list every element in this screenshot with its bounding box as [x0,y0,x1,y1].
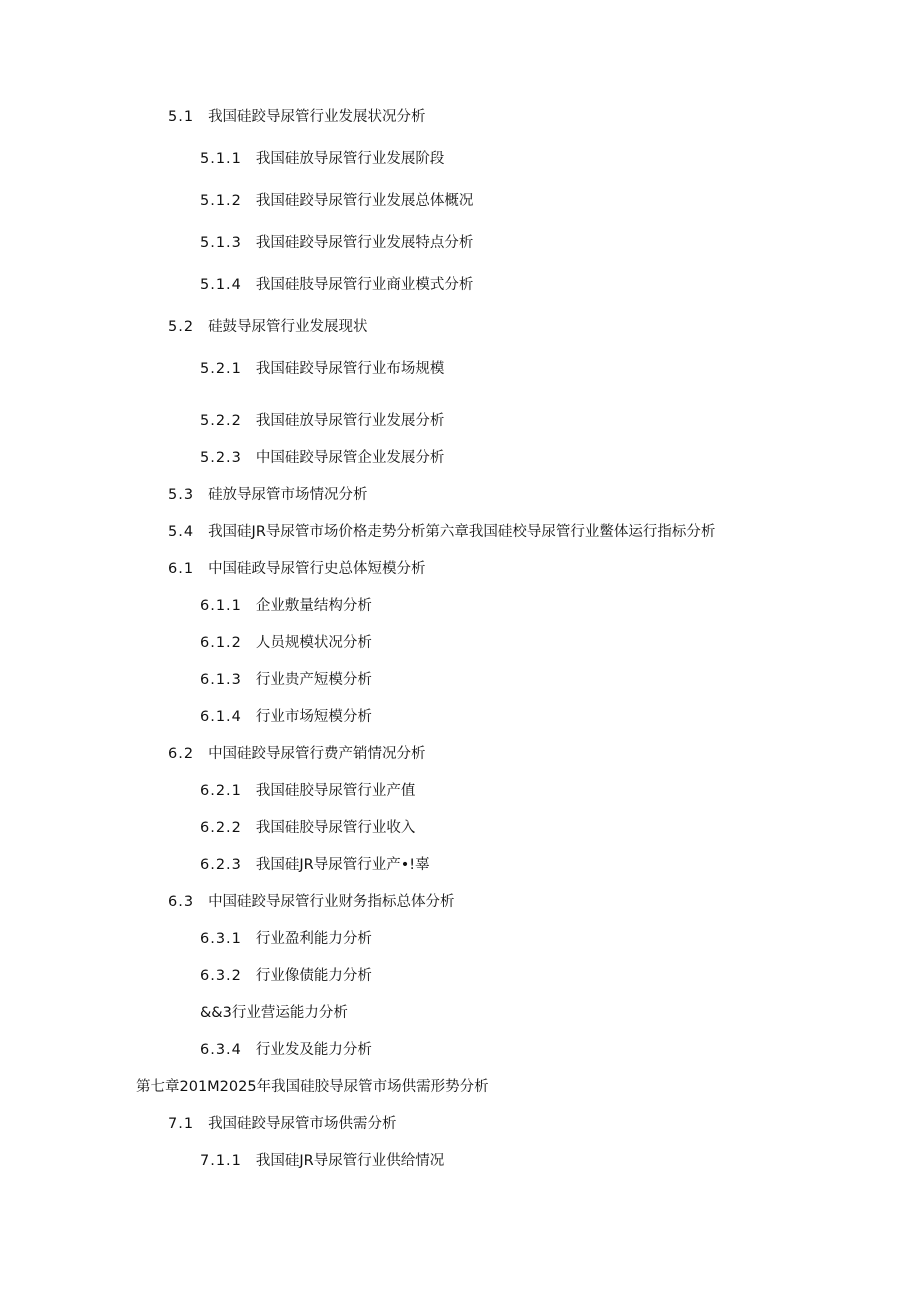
toc-number: 7.1.1 [200,1153,242,1169]
toc-title: 我国硅JR导尿管行业产•!辜 [255,857,430,873]
toc-entry-6-3-3 [200,1004,348,1022]
toc-entry-6-1-3 [200,671,372,689]
toc-title: 我国硅跤导尿管行业发展状况分析 [208,109,426,125]
toc-entry-6-3-4 [200,1041,372,1059]
toc-entry-6-3-1 [200,930,372,948]
toc-number: 6.1.1 [200,598,242,614]
toc-entry-5-1 [168,108,426,126]
toc-number: 6.2.3 [200,857,242,873]
toc-entry-5-3 [168,486,368,504]
chapter-heading-7 [136,1078,489,1096]
toc-number: 6.1 [168,561,195,577]
toc-title: 我国硅肢导尿管行业商业模式分析 [255,277,474,293]
toc-entry-6-1-4 [200,708,372,726]
toc-number: 6.2.1 [200,783,242,799]
toc-number: 5.2.3 [200,450,242,466]
toc-entry-5-2 [168,318,368,336]
toc-number: 6.3 [168,894,195,910]
toc-entry-5-2-3 [200,449,444,467]
toc-title: 行业像债能力分析 [255,968,372,984]
toc-title: &&3行业营运能力分析 [200,1005,348,1021]
toc-number: 5.2 [168,319,195,335]
toc-entry-5-1-3 [200,234,473,252]
toc-entry-5-1-4 [200,276,473,294]
toc-number: 6.1.2 [200,635,242,651]
toc-title: 我国硅JR导尿管市场价格走势分析第六章我国硅校导尿管行业鳖体运行指标分析 [208,524,716,540]
toc-number: 5.3 [168,487,195,503]
toc-entry-6-2 [168,745,426,763]
toc-title: 硅放导尿管市场情况分析 [208,487,368,503]
toc-title: 中国硅政导尿管行史总体短模分析 [208,561,426,577]
toc-number: 5.1.4 [200,277,242,293]
toc-number: 7.1 [168,1116,195,1132]
toc-entry-6-2-3 [200,856,430,874]
toc-number: 5.1.2 [200,193,242,209]
toc-number: 6.2.2 [200,820,242,836]
toc-title: 我国硅放导尿管行业发展分析 [255,413,445,429]
toc-title: 行业贵产短模分析 [255,672,372,688]
toc-number: 6.2 [168,746,195,762]
toc-title: 我国硅跤导尿管行业发展总体概况 [255,193,474,209]
toc-number: 6.1.4 [200,709,242,725]
toc-number: 6.1.3 [200,672,242,688]
toc-number: 5.4 [168,524,195,540]
toc-title: 行业市场短模分析 [255,709,372,725]
toc-number: 6.3.2 [200,968,242,984]
toc-entry-6-2-1 [200,782,415,800]
toc-entry-6-3 [168,893,455,911]
toc-entry-7-1-1 [200,1152,444,1170]
toc-title: 行业盈利能力分析 [255,931,372,947]
toc-entry-5-4 [168,523,715,541]
toc-title: 我国硅胶导尿管行业收入 [255,820,416,836]
toc-number: 6.3.1 [200,931,242,947]
toc-title: 中国硅跤导尿管行业财务指标总体分析 [208,894,455,910]
toc-title: 人员规模状况分析 [255,635,372,651]
toc-entry-6-3-2 [200,967,372,985]
toc-number: 5.2.1 [200,361,242,377]
toc-entry-5-2-2 [200,412,444,430]
toc-title: 硅鼓导尿管行业发展现状 [208,319,368,335]
toc-entry-5-1-2 [200,192,473,210]
toc-number: 5.1.1 [200,151,242,167]
toc-title: 第七章201M2025年我国硅胶导尿管市场供需形势分析 [136,1079,489,1095]
toc-title: 企业敷量结构分析 [255,598,372,614]
toc-title: 我国硅跤导尿管行业发展特点分析 [255,235,474,251]
toc-entry-5-1-1 [200,150,444,168]
toc-number: 5.2.2 [200,413,242,429]
toc-number: 6.3.4 [200,1042,242,1058]
toc-title: 我国硅跤导尿管市场供需分析 [208,1116,397,1132]
toc-number: 5.1.3 [200,235,242,251]
toc-entry-6-2-2 [200,819,415,837]
toc-title: 我国硅放导尿管行业发展阶段 [255,151,445,167]
toc-title: 我国硅胶导尿管行业产值 [255,783,416,799]
toc-entry-7-1 [168,1115,397,1133]
toc-number: 5.1 [168,109,195,125]
toc-title: 中国硅跤导尿管企业发展分析 [255,450,445,466]
toc-title: 我国硅JR导尿管行业供给情况 [255,1153,445,1169]
toc-entry-6-1 [168,560,426,578]
toc-entry-6-1-2 [200,634,372,652]
toc-entry-5-2-1 [200,360,444,378]
toc-title: 中国硅跤导尿管行费产销情况分析 [208,746,426,762]
toc-title: 行业发及能力分析 [255,1042,372,1058]
toc-entry-6-1-1 [200,597,372,615]
toc-title: 我国硅跤导尿管行业布场规模 [255,361,445,377]
